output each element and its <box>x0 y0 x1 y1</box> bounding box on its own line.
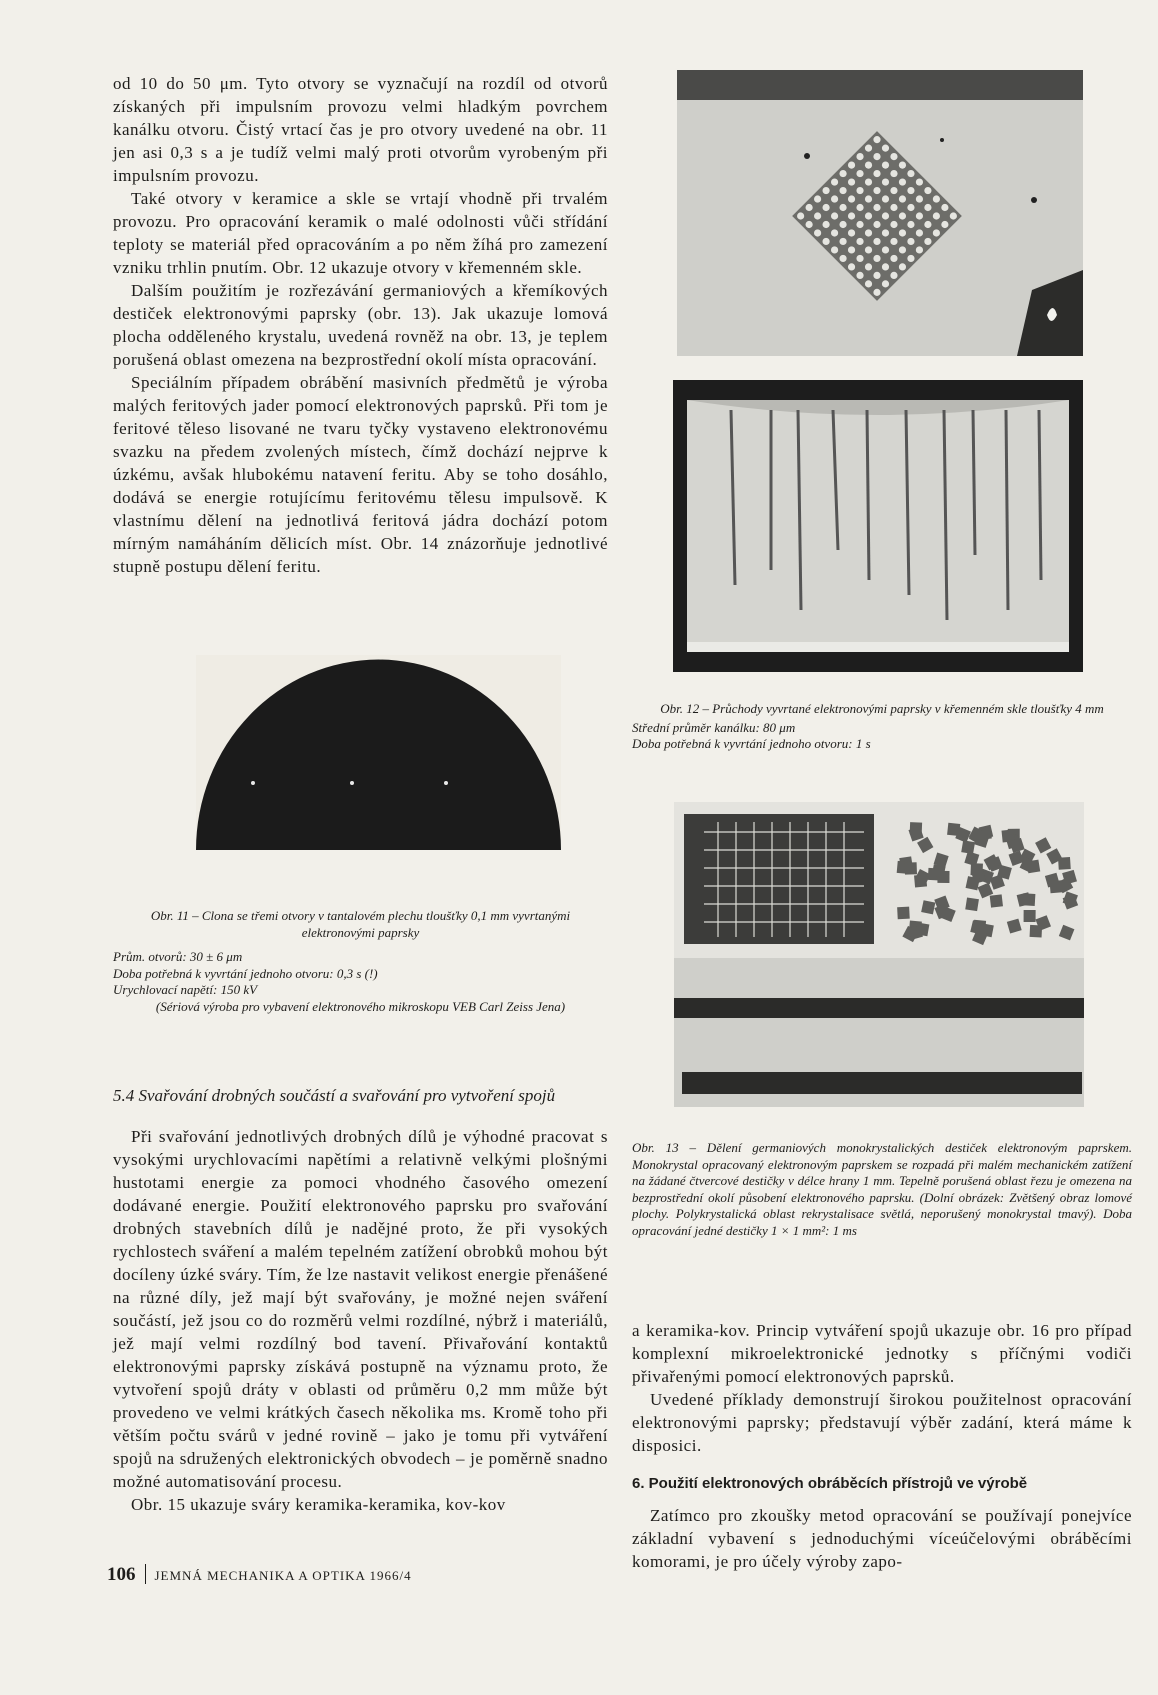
figure-12-caption <box>632 701 1132 753</box>
section-heading: 6. Použití elektronových obráběcích přístrojů ve výrobě <box>632 1475 1028 1492</box>
footer-separator <box>145 1564 146 1584</box>
section-5-4 <box>113 1085 608 1516</box>
figure-12-bottom-photo <box>673 380 1083 672</box>
figure-11-caption <box>113 908 608 1015</box>
paragraph: Obr. 15 ukazuje sváry keramika-keramika, kov-kov <box>131 1495 506 1514</box>
caption-line: Prům. otvorů: 30 ± 6 μm <box>113 949 243 964</box>
caption-title: Obr. 12 – Průchody vyvrtané elektronovými paprsky v křemenném skle tloušťky 4 mm <box>660 701 1104 716</box>
figure-11-photo <box>196 655 561 850</box>
paragraph: a keramika-kov. Princip vytváření spojů ukazuje obr. 16 pro případ komplexní mikroelektronické jednotky s příčnými vodiči přivařenými pomocí elektronových paprsků. <box>632 1321 1132 1386</box>
paragraph: Dalším použitím je rozřezávání germaniových a křemíkových destiček elektronovými paprsky (obr. 13). Jak ukazuje lomová plocha odděleného krystalu, uvedená rovněž na obr. 13, je teplem porušená oblast omezena na bezprostřední okolí místa opracování. <box>113 281 608 369</box>
caption-line: Doba potřebná k vyvrtání jednoho otvoru: 1 s <box>632 736 871 751</box>
right-column-text <box>632 1319 1132 1573</box>
paragraph: Zatímco pro zkoušky metod opracování se používají ponejvíce základní vybavení s jednoduchými víceúčelovými obráběcími komorami, je pro účely výroby zapo- <box>632 1506 1132 1571</box>
paragraph: od 10 do 50 μm. Tyto otvory se vyznačují na rozdíl od otvorů získaných při impulsním provozu velmi hladkým povrchem kanálku otvoru. Čistý vrtací čas je pro otvory uvedené na obr. 11 jen asi 0,3 s a je tudíž velmi malý proti otvorům vyrobeným při impulsním provozu. <box>113 74 608 185</box>
figure-13-caption <box>632 1140 1132 1239</box>
page-number: 106 <box>107 1564 136 1585</box>
section-heading: 5.4 Svařování drobných součástí a svařování pro vytvoření spojů <box>113 1086 556 1105</box>
caption-title: Obr. 11 – Clona se třemi otvory v tantalovém plechu tloušťky 0,1 mm vyvrtanými elektronovými paprsky <box>150 908 571 940</box>
caption-line: (Sériová výroba pro vybavení elektronového mikroskopu VEB Carl Zeiss Jena) <box>155 998 566 1014</box>
paragraph: Speciálním případem obrábění masivních předmětů je výroba malých feritových jader pomocí elektronových paprsků. Při tom je feritové těleso lisované ne tvaru tyčky vystaveno elektronovému svazku na předem zvolených místech, čímž dochází nejprve k úzkému, avšak hlubokému natavení feritu. Aby se toho dosáhlo, dodává se energie rotujícímu feritovému tělesu impulsově. K vlastnímu dělení na jednotlivá feritová jádra dochází potom mírným namáháním dělicích míst. Obr. 14 znázorňuje jednotlivé stupně postupu dělení feritu. <box>113 373 608 576</box>
figure-12-top-photo <box>677 70 1083 356</box>
journal-name: JEMNÁ MECHANIKA A OPTIKA 1966/4 <box>154 1568 412 1583</box>
caption-text: Obr. 13 – Dělení germaniových monokrystalických destiček elektronovým paprskem. Monokrystal opracovaný elektronovým paprskem se rozpadá při malém mechanickém zatížení na žádané čtvercové destičky v délce hrany 1 mm. Tepelně porušená oblast řezu je omezena na bezprostřední okolí působení elektronového paprsku. (Dolní obrázek: Zvětšený obraz lomové plochy. Polykrystalická oblast rekrystalisace světlá, neporušený monokrystal tmavý). Doba opracování jedné destičky 1 × 1 mm²: 1 ms <box>632 1140 1132 1238</box>
paragraph: Při svařování jednotlivých drobných dílů je výhodné pracovat s vysokými urychlovacími napětími a relativně velkými plošnými hustotami energie za pomoci vhodného časového omezení dodávané energie. Použití elektronového paprsku pro svařování drobných stavebních dílů je nadějné proto, že při vysokých rychlostech sváření a malém tepelném zatížení obrobků mohou být docíleny úzké sváry. Tím, že lze nastavit velikost energie přenášené na různé díly, jež mají být svařovány, je možné nejen sváření součástí, jež jsou co do rozměrů velmi rozdílné, nýbrž i materiálů, jež mají velmi rozdílný bod tavení. Přivařování kontaktů elektronovými paprsky získává postupně na významu proto, že vytvoření spojů dráty v oblasti od průměru 0,2 mm může být provedeno ve velmi krátkých časech několika ms. Kromě toho při větším počtu svárů v jedné rovině – jako je tomu při vytváření spojů na sdružených elektronických obvodech – je poměrně snadno možné automatisování procesu. <box>113 1127 608 1491</box>
caption-line: Střední průměr kanálku: 80 μm <box>632 719 796 735</box>
caption-line: Urychlovací napětí: 150 kV <box>113 982 258 997</box>
paragraph: Uvedené příklady demonstrují širokou použitelnost opracování elektronovými paprsky; představují výběr zadání, která máme k disposici. <box>632 1390 1132 1455</box>
caption-line: Doba potřebná k vyvrtání jednoho otvoru: 0,3 s (!) <box>113 965 378 981</box>
left-column <box>113 72 608 578</box>
paragraph: Také otvory v keramice a skle se vrtají vhodně při trvalém provozu. Pro opracování keramik o malé odolnosti vůči střídání teploty se materiál před opracováním a po něm žíhá pro zamezení vzniku trhlin pnutím. Obr. 12 ukazuje otvory v křemenném skle. <box>113 189 608 277</box>
figure-13-photo <box>674 802 1084 1107</box>
page-footer <box>107 1564 412 1586</box>
